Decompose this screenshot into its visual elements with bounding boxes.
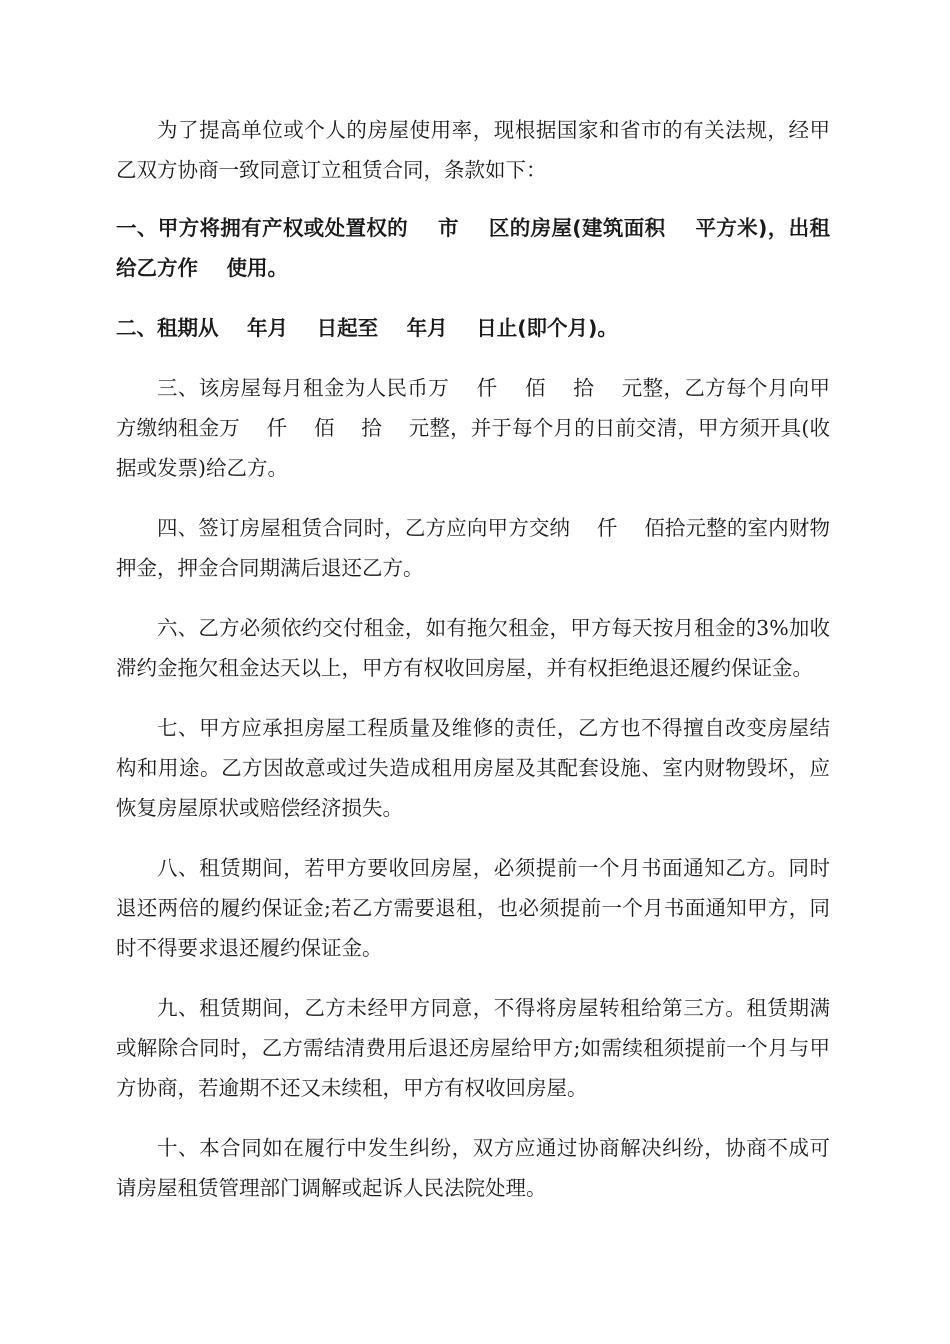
clause-9-paragraph: 九、租赁期间，乙方未经甲方同意，不得将房屋转租给第三方。租赁期满或解除合同时，乙方需结清费用后退还房屋给甲方;如需续租须提前一个月与甲方协商，若逾期不还又未续租，甲方有权收回房屋。: [116, 996, 830, 1100]
clause-1-paragraph: 一、甲方将拥有产权或处置权的 市 区的房屋(建筑面积 平方米)，出租给乙方作 使用。: [116, 216, 830, 280]
clause-10-paragraph: 十、本合同如在履行中发生纠纷，双方应通过协商解决纠纷，协商不成可请房屋租赁管理部门调解或起诉人民法院处理。: [116, 1136, 830, 1200]
clause-8-paragraph: 八、租赁期间，若甲方要收回房屋，必须提前一个月书面通知乙方。同时退还两倍的履约保证金;若乙方需要退租，也必须提前一个月书面通知甲方，同时不得要求退还履约保证金。: [116, 856, 830, 960]
clause-4-paragraph: 四、签订房屋租赁合同时，乙方应向甲方交纳 仟 佰拾元整的室内财物押金，押金合同期满后退还乙方。: [116, 516, 830, 580]
clause-7-paragraph: 七、甲方应承担房屋工程质量及维修的责任，乙方也不得擅自改变房屋结构和用途。乙方因故意或过失造成租用房屋及其配套设施、室内财物毁坏，应恢复房屋原状或赔偿经济损失。: [116, 716, 830, 820]
clause-2-paragraph: 二、租期从 年月 日起至 年月 日止(即个月)。: [116, 316, 618, 340]
clause-3-paragraph: 三、该房屋每月租金为人民币万 仟 佰 拾 元整，乙方每个月向甲方缴纳租金万 仟 佰 拾 元整，并于每个月的日前交清，甲方须开具(收据或发票)给乙方。: [116, 376, 830, 480]
clause-6-paragraph: 六、乙方必须依约交付租金，如有拖欠租金，甲方每天按月租金的3%加收滞约金拖欠租金达天以上，甲方有权收回房屋，并有权拒绝退还履约保证金。: [116, 616, 830, 680]
intro-paragraph: 为了提高单位或个人的房屋使用率，现根据国家和省市的有关法规，经甲乙双方协商一致同意订立租赁合同，条款如下：: [116, 118, 830, 182]
document-body: [116, 110, 830, 1228]
